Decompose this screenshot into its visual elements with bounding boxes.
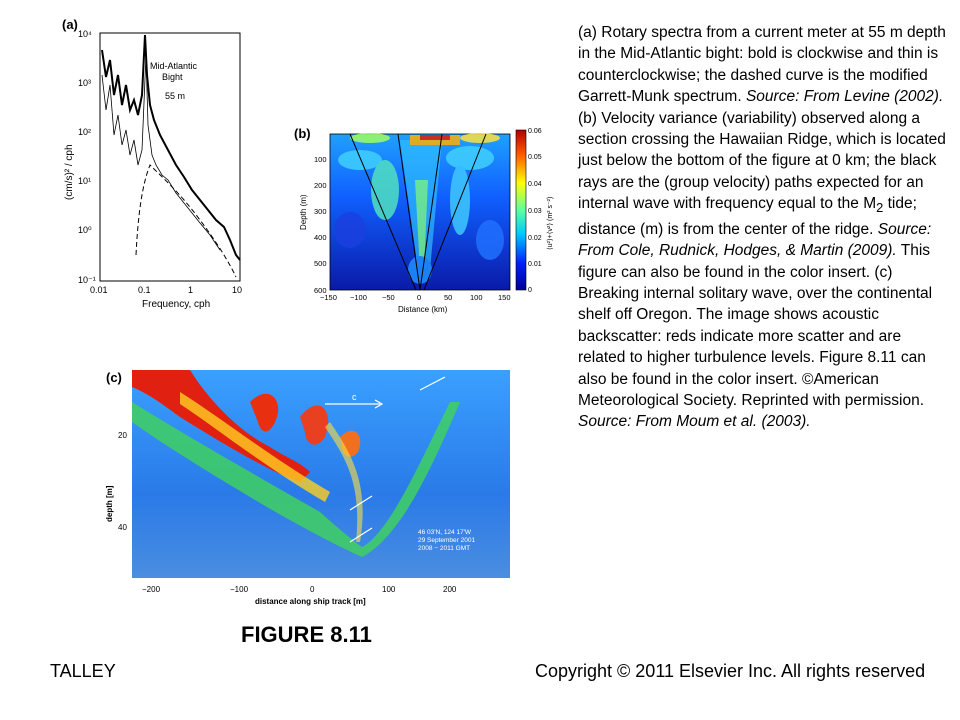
panel-b-ytick: 200 xyxy=(314,181,327,190)
stamp-line: 2008 − 2011 GMT xyxy=(418,545,471,552)
panel-a-xticks xyxy=(90,285,242,295)
panel-a-annot-1: Mid-Atlantic xyxy=(150,61,198,71)
panel-b-xtick: 50 xyxy=(444,293,453,302)
panel-a-xtick: 1 xyxy=(188,285,194,295)
panel-c-ylabel: depth [m] xyxy=(105,485,114,522)
stamp-line: 46 03'N, 124 17'W xyxy=(418,529,472,536)
caption-a-text: (a) Rotary spectra from a current meter at 55 m depth in the Mid-Atlantic bight: bold is clockwise and thin is counterclockwise; the dashed curve is the modified Garrett-Munk spectrum. xyxy=(578,24,946,106)
panel-b-xtick: −50 xyxy=(382,293,395,302)
panel-a-xtick: 0.1 xyxy=(138,285,151,295)
panel-b-xticks xyxy=(320,293,511,302)
panel-c-xticks xyxy=(142,585,457,594)
panel-b xyxy=(290,120,560,320)
panel-c-yticks xyxy=(118,431,127,532)
panel-a-xlabel: Frequency, cph xyxy=(142,299,211,310)
panel-b-cbar-ticks xyxy=(528,128,542,294)
figure-caption xyxy=(578,22,950,433)
panel-b-ytick: 100 xyxy=(314,155,327,164)
caption-a-source: Source: From Levine (2002). xyxy=(745,88,944,106)
panel-a-annot-3: 55 m xyxy=(165,91,186,101)
figure-title: FIGURE 8.11 xyxy=(241,622,372,647)
panel-c-xtick: 0 xyxy=(310,585,315,594)
panel-b-label: (b) xyxy=(294,126,311,141)
panel-a-ytick: 10⁰ xyxy=(78,225,92,235)
panel-c-xtick: −100 xyxy=(230,585,249,594)
panel-a-ytick: 10⁻¹ xyxy=(78,275,96,285)
panel-b-ytick: 500 xyxy=(314,259,327,268)
panel-b-xtick: 150 xyxy=(498,293,511,302)
cbar-tick: 0 xyxy=(528,287,532,294)
panel-b-xlabel: Distance (km) xyxy=(398,305,448,314)
panel-a-xtick: 0.01 xyxy=(90,285,108,295)
panel-a-yticks xyxy=(78,29,96,285)
panel-a-ytick: 10¹ xyxy=(78,176,92,186)
panel-c-xtick: 100 xyxy=(382,585,396,594)
cbar-tick: 0.02 xyxy=(528,235,542,242)
footer-copyright: Copyright © 2011 Elsevier Inc. All rights reserved xyxy=(535,661,926,681)
stamp-line: 29 September 2001 xyxy=(418,537,476,544)
panel-c-xtick: 200 xyxy=(443,585,457,594)
panel-a-ytick: 10³ xyxy=(78,78,92,88)
cbar-tick: 0.05 xyxy=(528,154,542,161)
panel-b-xtick: 100 xyxy=(470,293,483,302)
cbar-tick: 0.03 xyxy=(528,208,542,215)
panel-c-xlabel: distance along ship track [m] xyxy=(255,597,366,606)
panel-a-xtick: 10 xyxy=(232,285,243,295)
panel-b-colorbar xyxy=(516,130,526,290)
panel-a-plot xyxy=(50,15,250,315)
cbar-tick: 0.06 xyxy=(528,128,542,135)
footer-author: TALLEY xyxy=(50,661,116,681)
panel-a xyxy=(50,15,250,315)
caption-c-source: Source: From Moum et al. (2003). xyxy=(578,413,811,431)
panel-c-speed-label: c xyxy=(352,392,357,402)
caption-b-text-3: This figure can also be found in the color insert. (c) Breaking internal solitary wave, over the continental shelf off Oregon. The image shows acoustic backscatter: reds indicate more scatter and are related to higher turbulence levels. Figure 8.11 can also be found in the color insert. ©American Meteorological Society. Reprinted with permission. xyxy=(578,242,933,409)
caption-b-text-1: (b) Velocity variance (variability) observed along a section crossing the Hawaiian Ridge, which is located just below the bottom of the figure at 0 km; the black rays are the (group velocity) paths expected for an internal wave with frequency equal to the M xyxy=(578,109,946,213)
caption-b-sub: 2 xyxy=(876,200,884,216)
panel-a-annot-2: Bight xyxy=(162,72,183,82)
panel-b-xtick: −100 xyxy=(350,293,367,302)
panel-b-cbar-label: ⟨u²⟩+⟨v²⟩ (m² s⁻²) xyxy=(547,196,554,250)
panel-c xyxy=(100,362,520,612)
cbar-tick: 0.04 xyxy=(528,181,542,188)
panel-a-ylabel: (cm/s)² / cph xyxy=(64,144,75,200)
panel-b-ytick: 600 xyxy=(314,286,327,295)
panel-b-ytick: 400 xyxy=(314,233,327,242)
panel-a-ytick: 10⁴ xyxy=(78,29,92,39)
panel-c-xtick: −200 xyxy=(142,585,161,594)
panel-c-ytick: 40 xyxy=(118,523,127,532)
cbar-tick: 0.01 xyxy=(528,261,542,268)
panel-b-yticks xyxy=(314,155,327,295)
panel-b-xtick: 0 xyxy=(417,293,422,302)
panel-c-stamp xyxy=(418,529,475,552)
panel-b-xtick: −150 xyxy=(320,293,337,302)
panel-c-ytick: 20 xyxy=(118,431,127,440)
caption-b-text-2: tide; distance (m) is from the center of the ridge. xyxy=(578,195,917,238)
panel-b-ylabel: Depth (m) xyxy=(299,194,308,230)
panel-a-label: (a) xyxy=(62,17,78,32)
caption-b-source: Source: From Cole, Rudnick, Hodges, & Martin (2009). xyxy=(578,220,932,260)
panel-a-ytick: 10² xyxy=(78,127,92,137)
panel-b-plot xyxy=(290,120,560,320)
panel-c-label: (c) xyxy=(106,370,122,385)
panel-b-ytick: 300 xyxy=(314,207,327,216)
panel-c-plot xyxy=(100,362,520,612)
